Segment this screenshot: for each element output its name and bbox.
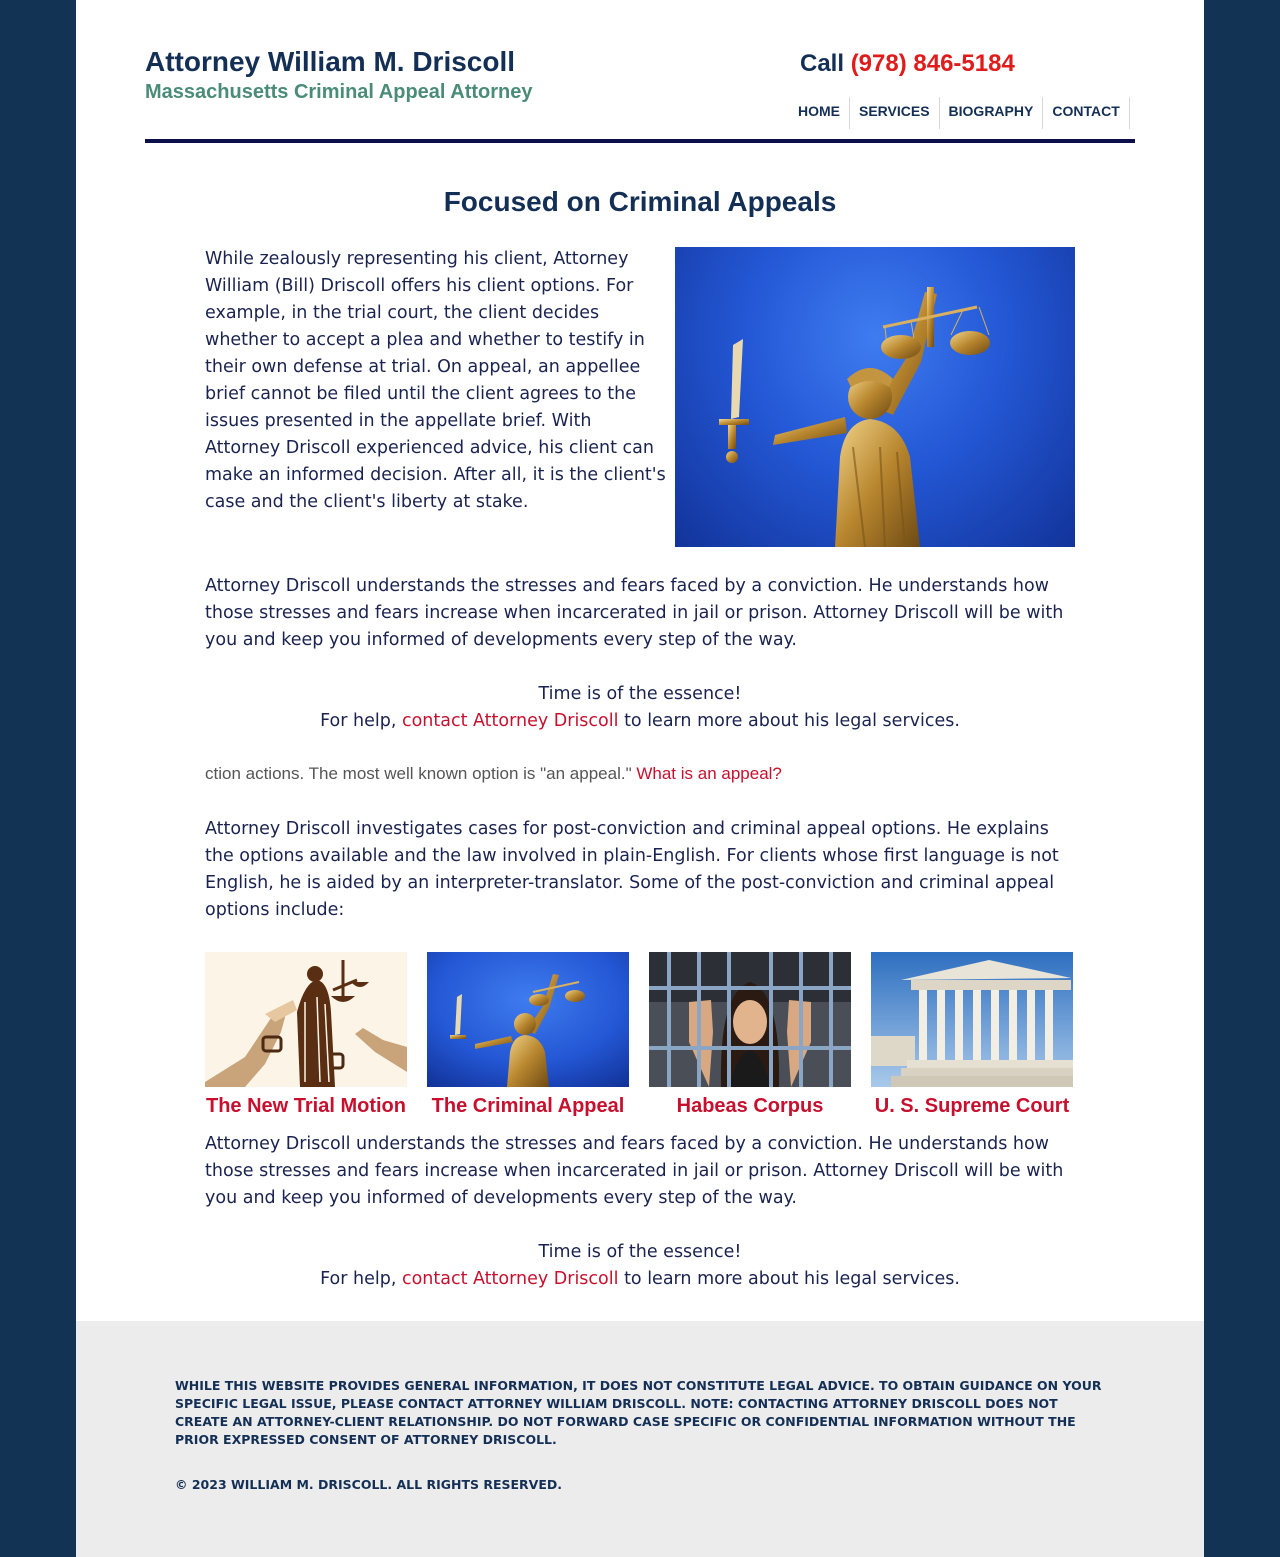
stress-paragraph-repeat: Attorney Driscoll understands the stresses and fears faced by a conviction. He understands how those stresses and fears increase when incarcerated in jail or prison. Attorney Driscoll will be with you and keep you informed of developments every step of the way. bbox=[205, 1134, 1064, 1208]
card-criminal-appeal[interactable] bbox=[427, 952, 629, 1118]
card-habeas-corpus[interactable] bbox=[649, 952, 851, 1118]
nav-services[interactable]: SERVICES bbox=[850, 97, 940, 129]
legal-disclaimer: WHILE THIS WEBSITE PROVIDES GENERAL INFORMATION, IT DOES NOT CONSTITUTE LEGAL ADVICE. TO OBTAIN GUIDANCE ON YOUR SPECIFIC LEGAL ISSUE, PLEASE CONTACT ATTORNEY WILLIAM DRISCOLL. NOTE: CONTACTING ATTORNEY DRISCOLL DOES NOT CREATE AN ATTORNEY-CLIENT RELATIONSHIP. DO NOT FORWARD CASE SPECIFIC OR CONFIDENTIAL INFORMATION WITHOUT THE PRIOR EXPRESSED CONSENT OF ATTORNEY DRISCOLL. bbox=[175, 1378, 1102, 1447]
site-title[interactable]: Attorney William M. Driscoll bbox=[145, 46, 516, 77]
contact-link[interactable]: contact Attorney Driscoll bbox=[401, 711, 619, 731]
help-line bbox=[205, 708, 1075, 735]
site-header bbox=[145, 0, 1135, 143]
habeas-corpus-link[interactable]: Habeas Corpus bbox=[676, 1095, 824, 1117]
site-footer bbox=[76, 1321, 1204, 1557]
help-suffix: to learn more about his legal services. bbox=[624, 1269, 960, 1289]
criminal-appeal-image[interactable] bbox=[427, 952, 629, 1087]
what-is-appeal-link[interactable]: What is an appeal? bbox=[636, 764, 782, 783]
call-label: Call bbox=[800, 50, 845, 77]
new-trial-motion-image[interactable] bbox=[205, 952, 407, 1087]
help-suffix: to learn more about his legal services. bbox=[624, 711, 960, 731]
time-line-repeat: Time is of the essence! bbox=[538, 1242, 742, 1262]
time-line: Time is of the essence! bbox=[538, 684, 742, 704]
intro-paragraph: While zealously representing his client, Attorney William (Bill) Driscoll offers his client options. For example, in the trial court, the client decides whether to accept a plea and whether to testify in their own defense at trial. On appeal, an appellee brief cannot be filed until the client agrees to the issues presented in the appellate brief. With Attorney Driscoll experienced advice, his client can make an informed decision. After all, it is the client's case and the client's liberty at stake. bbox=[205, 249, 666, 512]
options-paragraph: Attorney Driscoll investigates cases for post-conviction and criminal appeal options. He explains the options available and the law involved in plain-English. For clients whose first language is not English, he is aided by an interpreter-translator. Some of the post-conviction and criminal appeal options include: bbox=[205, 819, 1059, 920]
call-line bbox=[800, 50, 1015, 78]
main-nav bbox=[790, 97, 1130, 129]
copyright: © 2023 WILLIAM M. DRISCOLL. ALL RIGHTS RESERVED. bbox=[175, 1477, 563, 1492]
habeas-corpus-image[interactable] bbox=[649, 952, 851, 1087]
help-line-repeat bbox=[205, 1266, 1075, 1293]
nav-biography[interactable]: BIOGRAPHY bbox=[940, 97, 1044, 129]
contact-link-repeat[interactable]: contact Attorney Driscoll bbox=[401, 1269, 619, 1289]
stress-paragraph: Attorney Driscoll understands the stresses and fears faced by a conviction. He understands how those stresses and fears increase when incarcerated in jail or prison. Attorney Driscoll will be with you and keep you informed of developments every step of the way. bbox=[205, 576, 1064, 650]
supreme-court-link[interactable]: U. S. Supreme Court bbox=[874, 1095, 1070, 1117]
new-trial-motion-link[interactable]: The New Trial Motion bbox=[205, 1095, 406, 1117]
page bbox=[76, 0, 1204, 1557]
nav-contact[interactable]: CONTACT bbox=[1043, 97, 1129, 129]
card-supreme-court[interactable] bbox=[871, 952, 1073, 1118]
supreme-court-image[interactable] bbox=[871, 952, 1073, 1087]
criminal-appeal-link[interactable]: The Criminal Appeal bbox=[431, 1095, 625, 1117]
phone-link[interactable]: (978) 846-5184 bbox=[850, 50, 1015, 77]
ticker-text: ction actions. The most well known option is "an appeal." bbox=[205, 764, 632, 783]
card-new-trial-motion[interactable] bbox=[205, 952, 407, 1118]
nav-home[interactable]: HOME bbox=[790, 97, 850, 129]
page-heading: Focused on Criminal Appeals bbox=[443, 186, 837, 217]
options-cards bbox=[205, 952, 1075, 1122]
site-subtitle: Massachusetts Criminal Appeal Attorney bbox=[145, 81, 533, 103]
hero-lady-justice-image bbox=[675, 247, 1075, 547]
help-prefix: For help, bbox=[320, 711, 397, 731]
help-prefix: For help, bbox=[320, 1269, 397, 1289]
scrolling-ticker bbox=[205, 764, 1075, 784]
